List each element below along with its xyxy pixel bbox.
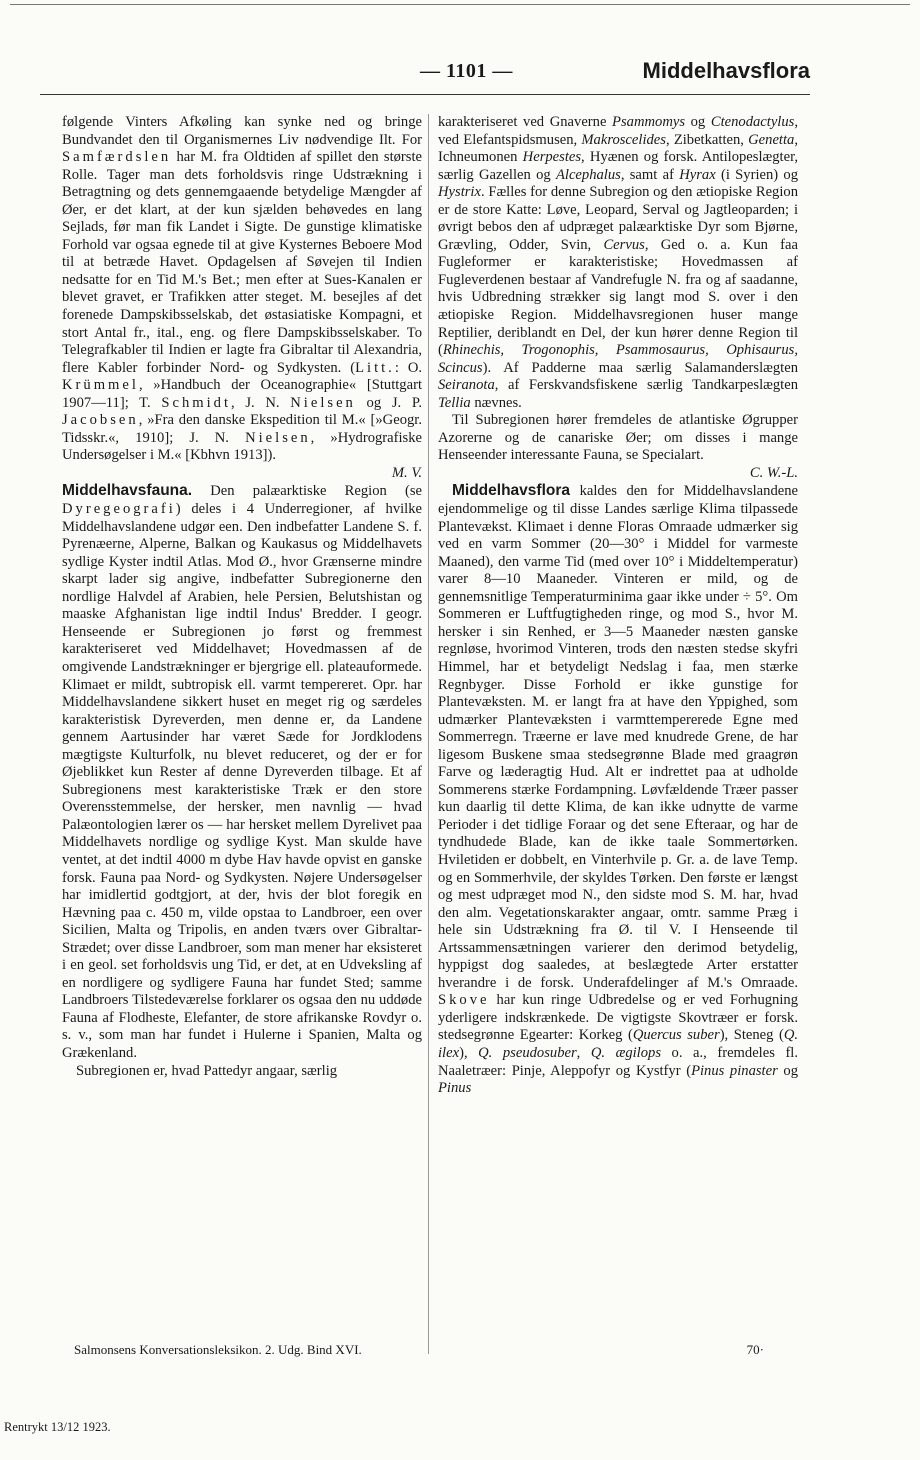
column-divider xyxy=(428,114,429,1354)
header-rule xyxy=(40,94,810,95)
sheet-number: 70· xyxy=(746,1342,764,1357)
article-middelhavsfauna: Middelhavsfauna. Den palæarktiske Region (se Dyregeografi) deles i 4 Underregioner, af hvilke Middelhavslandene udgør een. Den indbefatter Landene S. f. Pyrenæerne, Alperne, Balkan og Kaukasus og Middelhavets sydlige Kyster indtil Atlas. Mod Ø., hvor Grænserne mindre skarpt lader sig angive, indbefatter Subregionerne den nordlige Halvdel af Arabien, hele Persien, Belutshistan og maaske Afghanistan lige indtil Indus' Bredder. I geogr. Henseende er Subregionen jo først og fremmest karakteriseret ved Middelhavet; Hovedmassen af de omgivende Landstrækninger er bjergrige ell. plateauformede. Klimaet er mildt, subtropisk ell. varmt tempereret. Opr. har Middelhavslandene sikkert huset en meget rig og særdeles karakteristisk Dyreverden, men denne er, da Landene gennem Aartusinder har været Sæde for Jordklodens mægtigste Kulturfolk, nu blevet reduceret, og der er for Øjeblikket kun Rester af denne Dyreverden tilbage. Et af Subregionens mest karakteristiske Træk er den store Overensstemmelse, der hersker, men navnlig — hvad Palæontologien lærer os — har hersket mellem Dyrelivet paa Middelhavets nordlige og sydlige Kyst. Man skulde have ventet, at det indtil 4000 m dybe Hav havde opvist en ganske forsk. Fauna paa Nord- og Sydkysten. Nøjere Undersøgelser har imidlertid godtgjort, at der, hvis der blot foregik en Hævning paa c. 450 m, vilde opstaa to Landbroer, een over Sicilien, Malta og Tripolis, en anden tværs over Gibraltar-Strædet; over disse Landbroer, som man mener har eksisteret i en geol. set forholdsvis ung Tid, er det, at en Udveksling af en nordligere og sydligere Fauna har fundet Sted; samme Landbroers Tilstedeværelse forklarer os ogsaa den nu uddøde Fauna af Flodheste, Elefanter, de store afrikanske Rovdyr o. s. v., som man har fundet i Hulerne i Spanien, Malta og Grækenland. xyxy=(62,482,422,1061)
article-middelhavsflora: Middelhavsflora kaldes den for Middelhavslandene ejendommelige og til disse Landes særlige Klima tilpassede Plantevækst. Klimaet i denne Floras Omraade udmærker sig ved en varm Sommer (20—30° i Middel for varmeste Maaned), den varme Tid (med over 10° i Middeltemperatur) varer 8—10 Maaneder. Vinteren er mild, og de gennemsnitlige Temperaturminima gaar ikke under ÷ 5°. Om Sommeren er Luftfugtigheden ringe, og mod S., hvor M. hersker i sin Renhed, er 3—5 Maaneder næsten ganske regnløse, hvorimod Vinteren, trods den næsten stedse skyfri Himmel, har et betydeligt Nedslag i faa, men stærke Regnbyger. Disse Forhold er ikke gunstige for Plantevæksten. M. er langt fra at have den Yppighed, som udmærker Plantevæksten i varmttempererede Egne med Sommerregn. Træerne er lave med knudrede Grene, de har ligesom Buskene smaa stedsegrønne Blade med graagrøn Farve og læderagtig Hud. Alt er indrettet paa at udholde Sommerens stærke Fordampning. Løvfældende Træer passer kun daarlig til dette Klima, de kan ikke udnytte de varme Perioder i det tidlige Foraar og det sene Efteraar, og har de tyndhudede Blade, kan de ikke taale Sommertørken. Hviletiden er dobbelt, en Vinterhvile p. Gr. a. de lave Temp. og en Sommerhvile, der skyldes Tørken. Den første er længst og mest udpræget mod N., den sidste mod S. M. har, hvad den alm. Vegetationskarakter angaar, omtr. samme Præg i hele sin Udstrækning fra Ø. til V. I Henseende til Artssammensætningen varierer den derimod betydelig, hyppigst dog saaledes, at beslægtede Arter erstatter hverandre i de forsk. Underafdelinger af M.'s Omraade. Skove har kun ringe Udbredelse og er ved Forhugning yderligere indskrænkede. De vigtigste Skovtræer er forsk. stedsegrønne Egearter: Korkeg (Quercus suber), Steneg (Q. ilex), Q. pseudosuber, Q. ægilops o. a., fremdeles fl. Naaletræer: Pinje, Aleppofyr og Kystfyr (Pinus pinaster og Pinus xyxy=(438,482,799,1097)
page-footer xyxy=(74,1342,764,1358)
page-number: — 1101 — xyxy=(420,60,513,82)
paragraph-traffic: følgende Vinters Afkøling kan synke ned og bringe Bundvandet den til Organismernes Liv nødvendige Ilt. For Samfærdslen har M. fra Oldtiden af spillet den største Rolle. Tager man dets forholdsvis ringe Udstrækning i Betragtning og dets gennemgaaende betydelige Mængder af Øer, er det klart, at der kun sjælden behøvedes en lang Sejlads, før man fik Landet i Sigte. De gunstige klimatiske Forhold var ogsaa egnede til at give Kysternes Beboere Mod til at betræde Havet. Opdagelsen af Søvejen til Indien nedsatte for en Tid M.'s Bet.; men efter at Sues-Kanalen er blevet gravet, er Trafikken atter steget. M. besejles af det forenede Dampskibsselskab, det østasiatiske Kompagni, et stort Antal fr., ital., eng. og flere Dampskibsselskaber. To Telegrafkabler til Indien er lagte fra Gibraltar til Alexandria, flere Kabler forbinder Nord- og Sydkysten. (Litt.: O. Krümmel, »Handbuch der Oceanographie« [Stuttgart 1907—11]; T. Schmidt, J. N. Nielsen og J. P. Jacobsen, »Fra den danske Ekspedition til M.« [»Geogr. Tidsskr.«, 1910]; J. N. Nielsen, »Hydrografiske Undersøgelser i M.« [Kbhvn 1913]). xyxy=(62,114,423,464)
headword-fauna: Middelhavsfauna. xyxy=(62,482,193,500)
headword-flora: Middelhavsflora xyxy=(452,482,570,500)
page-header xyxy=(40,58,810,88)
paragraph-atlantic: Til Subregionen hører fremdeles de atlantiske Øgrupper Azorerne og de canariske Øer; om disses i mange Henseender interessante Fauna, se Specialart. xyxy=(438,412,798,464)
paragraph-mammals-cont: karakteriseret ved Gnaverne Psammomys og Ctenodactylus, ved Elefantspidsmusen, Makroscelides, Zibetkatten, Genetta, Ichneumonen Herpestes, Hyænen og forsk. Antilopeslægter, særlig Gazellen og Alcephalus, samt af Hyrax (i Syrien) og Hystrix. Fælles for denne Subregion og den ætiopiske Region er de store Katte: Løve, Leopard, Serval og Jagtleoparden; i øvrigt bebos den af udpræget palæarktiske Dyr som Bjørne, Grævling, Odder, Svin, Cervus, Ged o. a. Kun faa Fugleformer er karakteristiske; Hovedmassen af Fugleverdenen bestaar af Vandrefugle N. fra og af saadanne, hvis Udbredning strækker sig langt mod S. over i den ætiopiske Region. Middelhavsregionen huser mange Reptilier, deriblandt en Del, der kun hører denne Region til (Rhinechis, Trogonophis, Psammosaurus, Ophisaurus, Scincus). Af Padderne maa særlig Salamanderslægten Seiranota, af Ferskvandsfiskene særlig Tandkarpeslægten Tellia nævnes. xyxy=(438,114,799,411)
signature-mv: M. V. xyxy=(391,464,422,481)
left-column xyxy=(62,114,422,1080)
source-line: Salmonsens Konversationsleksikon. 2. Udg. Bind XVI. xyxy=(74,1342,362,1357)
right-column xyxy=(438,114,798,1098)
reprint-note: Rentrykt 13/12 1923. xyxy=(4,1420,111,1434)
top-rule xyxy=(10,4,910,5)
paragraph-mammals: Subregionen er, hvad Pattedyr angaar, særlig xyxy=(76,1062,338,1079)
running-title: Middelhavsflora xyxy=(642,58,810,83)
signature-cwl: C. W.-L. xyxy=(749,464,798,481)
